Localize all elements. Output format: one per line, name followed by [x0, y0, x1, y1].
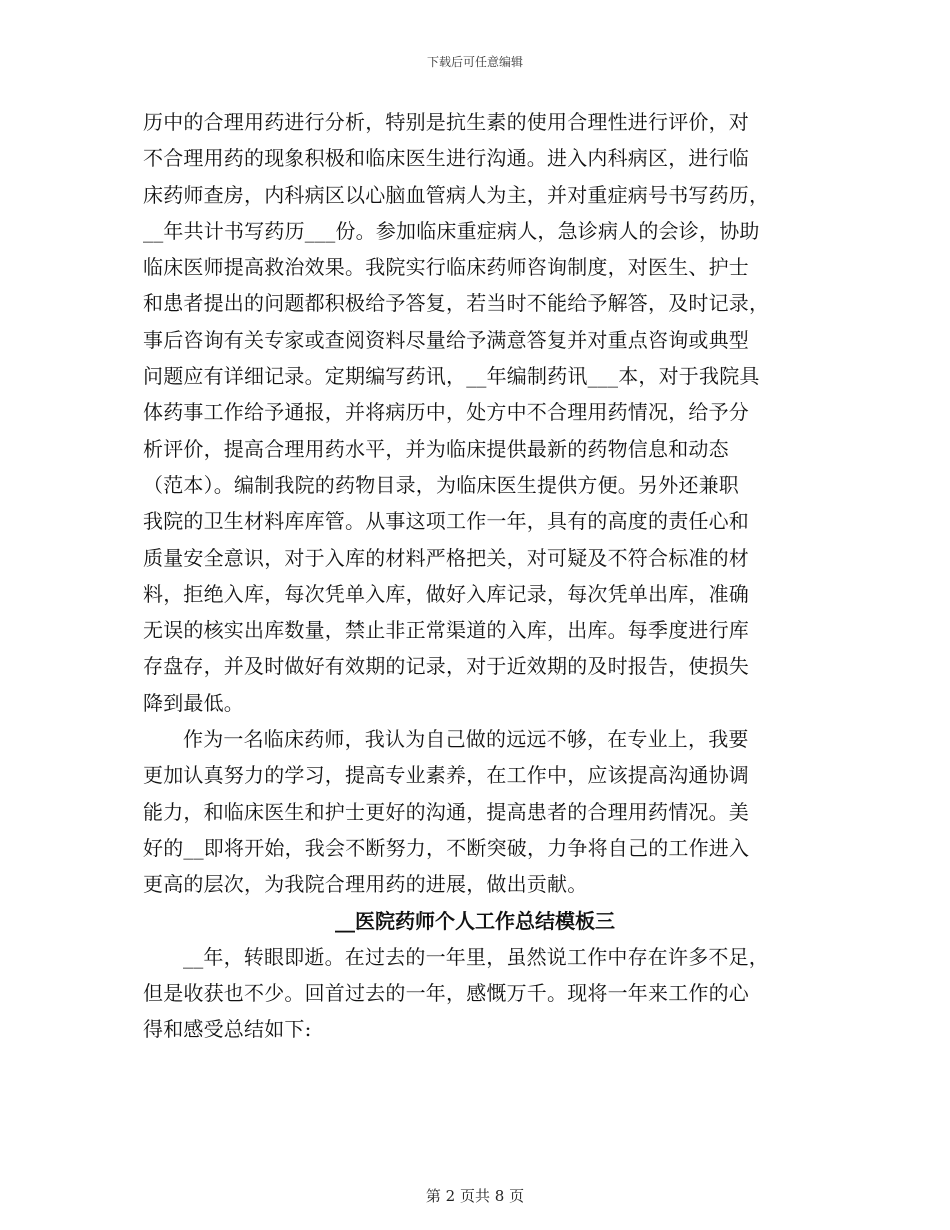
- text-line: 更加认真努力的学习，提高专业素养，在工作中，应该提高沟通协调: [143, 763, 749, 788]
- text-line: 床药师查房，内科病区以心脑血管病人为主，并对重症病号书写药历，: [143, 182, 770, 207]
- text-line: 不合理用药的现象积极和临床医生进行沟通。进入内科病区，进行临: [143, 146, 749, 171]
- text-line: 我院的卫生材料库库管。从事这项工作一年，具有的高度的责任心和: [143, 509, 749, 534]
- text-line: 历中的合理用药进行分析，特别是抗生素的使用合理性进行评价，对: [143, 110, 749, 134]
- text-line: 质量安全意识，对于入库的材料严格把关，对可疑及不符合标准的材: [143, 545, 749, 570]
- text-line: 好的__即将开始，我会不断努力，不断突破，力争将自己的工作进入: [143, 835, 750, 860]
- text-line: 无误的核实出库数量，禁止非正常渠道的入库，出库。每季度进行库: [143, 618, 749, 643]
- text-line: 事后咨询有关专家或查阅资料尽量给予满意答复并对重点咨询或典型: [143, 327, 749, 352]
- text-line: 降到最低。: [143, 690, 244, 715]
- paragraph-2: [143, 721, 807, 902]
- text-line: 能力，和临床医生和护士更好的沟通，提高患者的合理用药情况。美: [143, 799, 749, 824]
- text-line: 和患者提出的问题都积极给予答复，若当时不能给予解答，及时记录，: [143, 291, 770, 316]
- document-body: [143, 104, 807, 1048]
- page-footer: 第 2 页共 8 页: [425, 1187, 525, 1205]
- text-line: 得和感受总结如下:: [143, 1017, 312, 1042]
- text-line: __年，转眼即逝。在过去的一年里，虽然说工作中存在许多不足，: [183, 944, 769, 969]
- section-title: __医院药师个人工作总结模板三: [335, 908, 615, 933]
- text-line: 更高的层次，为我院合理用药的进展，做出贡献。: [143, 872, 588, 897]
- text-line: 但是收获也不少。回首过去的一年，感慨万千。现将一年来工作的心: [143, 981, 749, 1006]
- text-line: 体药事工作给予通报，并将病历中，处方中不合理用药情况，给予分: [143, 400, 749, 425]
- text-line: 作为一名临床药师，我认为自己做的远远不够，在专业上，我要: [183, 727, 749, 752]
- text-line: 临床医师提高救治效果。我院实行临床药师咨询制度，对医生、护士: [143, 255, 749, 280]
- text-line: （范本）。编制我院的药物目录，为临床医生提供方便。另外还兼职: [143, 472, 739, 497]
- page-header: 下载后可任意编辑: [426, 55, 523, 69]
- text-line: 析评价，提高合理用药水平，并为临床提供最新的药物信息和动态: [143, 436, 729, 461]
- text-line: 问题应有详细记录。定期编写药讯，__年编制药讯___本，对于我院具: [143, 364, 760, 389]
- paragraph-3: [143, 939, 807, 1048]
- paragraph-1: [143, 104, 807, 721]
- text-line: __年共计书写药历___份。参加临床重症病人，急诊病人的会诊，协助: [143, 218, 760, 243]
- text-line: 料，拒绝入库，每次凭单入库，做好入库记录，每次凭单出库，准确: [143, 581, 749, 606]
- text-line: 存盘存，并及时做好有效期的记录，对于近效期的及时报告，使损失: [143, 654, 749, 679]
